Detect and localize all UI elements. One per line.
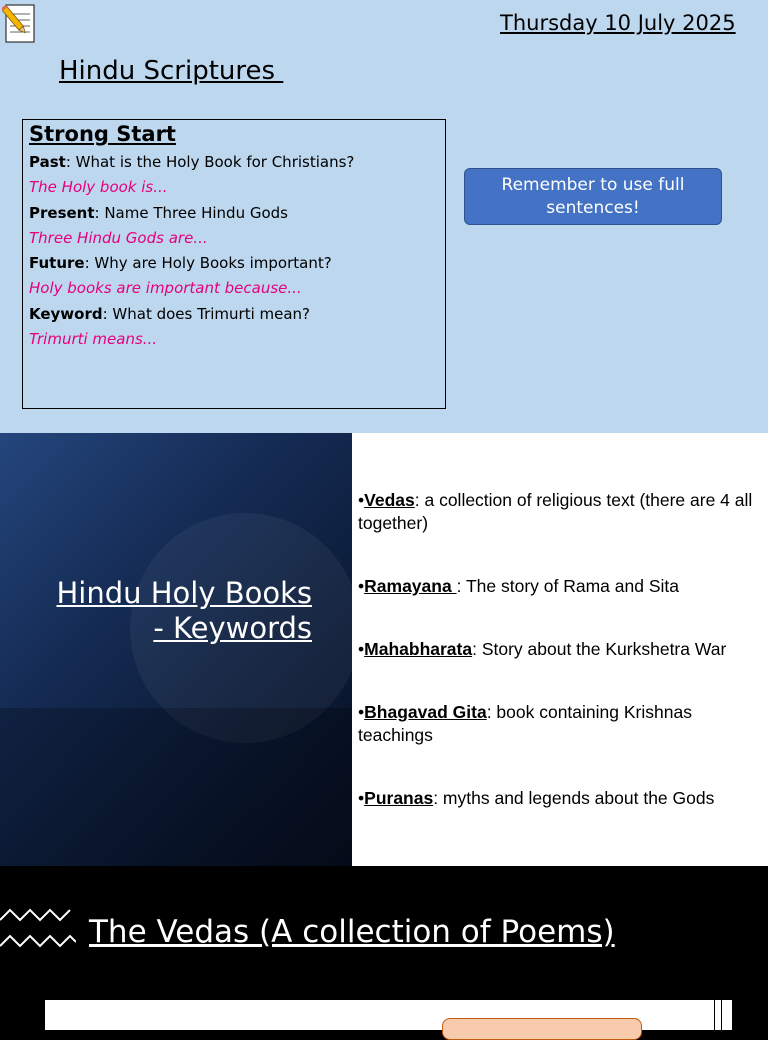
keyword-term: Bhagavad Gita	[364, 702, 487, 722]
bullet: •	[358, 576, 365, 596]
keyword-puranas	[358, 787, 714, 810]
notepad-pencil-icon	[2, 2, 38, 44]
answer-starter-future: Holy books are important because...	[29, 279, 302, 298]
keyword-bhagavad-gita	[358, 701, 763, 747]
strong-start-box	[22, 119, 446, 409]
keywords-list	[352, 433, 768, 866]
prompt-label: Future	[29, 254, 85, 273]
keyword-mahabharata	[358, 638, 726, 661]
answer-starter-present: Three Hindu Gods are...	[29, 228, 208, 247]
keyword-vedas	[358, 489, 763, 535]
prompt-present	[29, 201, 439, 226]
keyword-term: Puranas	[364, 788, 434, 808]
prompt-label: Past	[29, 153, 66, 171]
reminder-text: Remember to use full sentences!	[501, 174, 685, 218]
keywords-title-panel	[0, 433, 352, 866]
keyword-definition: : myths and legends about the Gods	[433, 788, 715, 808]
slide-vedas	[0, 866, 768, 1024]
strong-start-heading: Strong Start	[29, 122, 176, 146]
keyword-term: Mahabharata	[364, 639, 473, 659]
keyword-definition: : a collection of religious text (there are 4 all together)	[358, 490, 753, 533]
page-title: Hindu Scriptures	[59, 56, 284, 86]
keyword-ramayana	[358, 575, 679, 598]
prompt-label: Present	[29, 203, 95, 222]
reminder-callout	[464, 168, 722, 225]
bullet: •	[358, 639, 365, 659]
slide-strong-start	[0, 0, 768, 433]
keyword-definition: : The story of Rama and Sita	[456, 576, 679, 596]
prompt-question: : What is the Holy Book for Christians?	[65, 153, 355, 171]
keywords-title: Hindu Holy Books - Keywords	[56, 576, 312, 645]
bullet: •	[358, 788, 365, 808]
prompt-question: : Name Three Hindu Gods	[94, 203, 288, 222]
panel-edge	[714, 1000, 722, 1031]
vedas-title: The Vedas (A collection of Poems)	[89, 914, 615, 950]
prompt-future	[29, 251, 439, 276]
content-shape	[442, 1018, 642, 1040]
prompt-question: : Why are Holy Books important?	[84, 254, 332, 273]
answer-starter-past: The Holy book is...	[29, 178, 168, 197]
answer-starter-keyword: Trimurti means...	[29, 330, 158, 349]
keyword-term: Vedas	[364, 490, 415, 510]
keyword-definition: : book containing Krishnas teachings	[358, 702, 692, 745]
prompt-keyword	[29, 302, 439, 327]
bullet: •	[358, 702, 365, 722]
decorative-band	[0, 708, 352, 866]
prompt-question: : What does Trimurti mean?	[102, 304, 311, 323]
prompt-label: Keyword	[29, 304, 103, 323]
keyword-term: Ramayana	[364, 576, 457, 596]
prompt-past	[29, 150, 439, 175]
bullet: •	[358, 490, 365, 510]
lesson-date: Thursday 10 July 2025	[500, 11, 736, 35]
keyword-definition: : Story about the Kurkshetra War	[472, 639, 727, 659]
zigzag-icon	[0, 906, 76, 952]
slide-keywords	[0, 433, 768, 866]
